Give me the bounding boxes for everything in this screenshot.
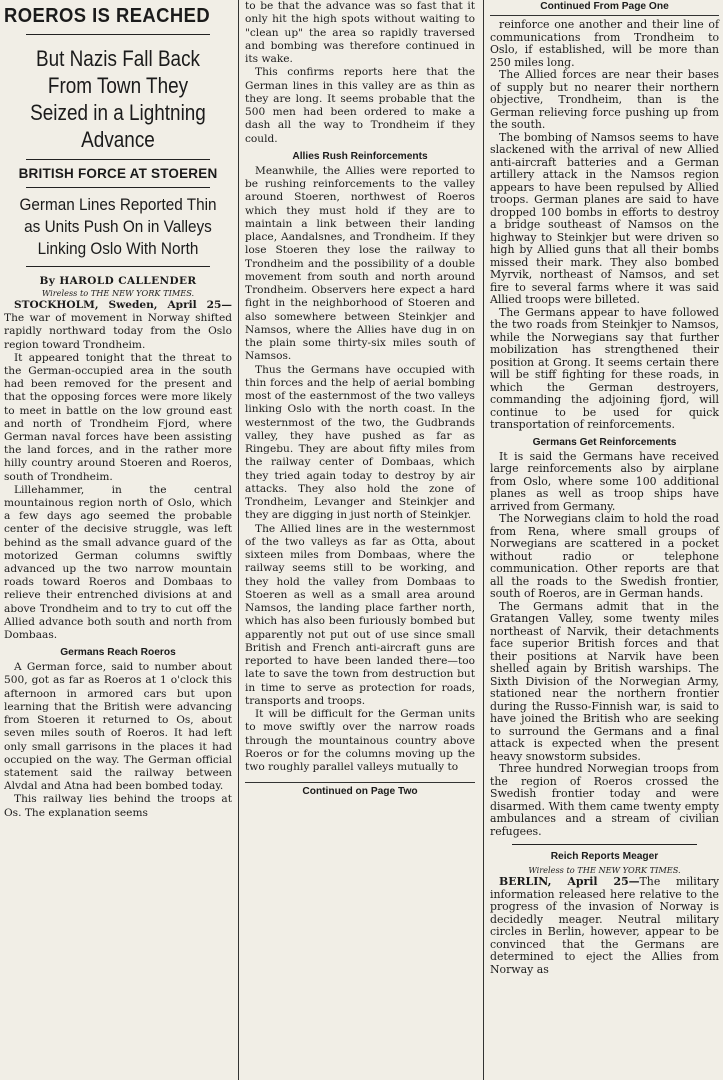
paragraph: reinforce one another and their line of communications from Trondheim to Oslo, if established, will be more than 250 miles long. [490, 18, 719, 69]
subhead: Allies Rush Reinforcements [292, 150, 428, 162]
paragraph: The Allied lines are in the westernmost of the two valleys as far as Otta, about sixteen miles from Dombaas, where the railway seems still to be working, and they hold the valley from Dombaas to Stoeren as well as a small area around Namsos, the landing place farther north, which has also been furiously bombed but apparently not put out of use since small British and French anti-aircraft guns are reported to have been landed there—too late to save the town from destruction but in time to serve as protection for roads, transports and troops. [245, 522, 475, 707]
paragraph: BERLIN, April 25—The military information released here relative to the progress of the invasion of Norway is decidedly meager. Neutral military circles in Berlin, however, appear to be convinced that the Germans are determined to eject the Allies from Norway as [490, 875, 719, 976]
divider [26, 159, 210, 160]
column-1 [0, 0, 238, 1080]
paragraph: It will be difficult for the German units to move swiftly over the narrow roads through the mountainous country above Roeros or for the columns moving up the two roughly parallel valleys mutually to [245, 708, 475, 773]
continued-on-link[interactable]: Continued on Page Two [245, 782, 475, 797]
paragraph: The Germans appear to have followed the two roads from Steinkjer to Namsos, while the Norwegians say that further mobilization has strengthened their position at Grong. It seems certain there will be stiff fighting for these roads, in which the German destroyers, commanding the adjoining fjord, will continue to be used for quick transportation of reinforcements. [490, 305, 719, 431]
divider [26, 34, 210, 35]
divider [26, 187, 210, 188]
subhead: Germans Get Reinforcements [532, 436, 677, 448]
section-headline: BRITISH FORCE AT STOEREN [18, 166, 218, 181]
paragraph: This confirms reports here that the German lines in this valley are as thin as they are long. It seems probable that the 500 men had been ordered to make a dash all the way to Trondheim if they could. [245, 66, 475, 145]
paragraph: Three hundred Norwegian troops from the region of Roeros crossed the Swedish frontier today and were disarmed. With them came twenty empty ambulances and a stream of civilian refugees. [490, 762, 719, 838]
paragraph: Meanwhile, the Allies were reported to be rushing reinforcements to the valley around Stoeren, northwest of Roeros which they must hold if they are to maintain a link between their landing place, Aandalsnes, and Trondheim. If they lose Stoeren they lose the railway to Trondheim and the possibility of a double movement from south and north around Trondheim. Observers here expect a hard fight in the neighborhood of Stoeren and also somewhere between Steinkjer and Namsos, where the Allies have dug in on the plain some thirty-six miles south of Namsos. [245, 164, 475, 363]
wireless-credit: Wireless to THE NEW YORK TIMES. [41, 288, 195, 298]
article-body-col2 [245, 0, 475, 774]
column-2 [238, 0, 481, 1080]
divider [26, 266, 210, 267]
byline: By HAROLD CALLENDER [39, 275, 197, 287]
paragraph: to be that the advance was so fast that it only hit the high spots without waiting to "clean up" the area so rapidly traversed and bombing was therefore continued in its wake. [245, 0, 475, 65]
subheadline: German Lines Reported Thin as Units Push On in Valleys Linking Oslo With North [19, 195, 217, 258]
article-body-col3 [490, 19, 719, 976]
dateline: BERLIN, April 25— [499, 875, 640, 888]
paragraph: This railway lies behind the troops at Os. The explanation seems [4, 793, 232, 819]
article-body-col1 [4, 299, 232, 820]
paragraph: The Germans admit that in the Gratangen Valley, some twenty miles northeast of Narvik, their detachments face superior British forces and that their positions at Narvik have been shelled again by British warships. The Sixth Division of the Norwegian Army, stationed near the northern frontier during the Russo-Finnish war, is said to have joined the British who are seeking to surround the Germans and a final attack is expected when the present heavy snowstorm subsides. [490, 599, 719, 763]
headline-deck: But Nazis Fall Back From Town They Seized in a Lightning Advance [30, 46, 206, 152]
paragraph: Thus the Germans have occupied with thin forces and the help of aerial bombing most of the easternmost of the two valleys linking Oslo with the north coast. In the westernmost of the two, the Gudbrands valley, they have pushed as far as Ringebu. They are about fifty miles from the railway center of Dombaas, which they tried again today to destroy by air attacks. They also hold the zone of Trondheim, Levanger and Steinkjer and they are digging in just north of Steinkjer. [245, 363, 475, 522]
paragraph: The Norwegians claim to hold the road from Rena, where small groups of Norwegians are scattered in a pocket without radio or telephone communication. Other reports are that all the roads to the Swedish frontier, south of Roeros, are in German hands. [490, 512, 719, 600]
subhead: Reich Reports Meager [550, 851, 659, 862]
paragraph: STOCKHOLM, Sweden, April 25—The war of movement in Norway shifted rapidly northward today from the Oslo region toward Trondheim. [4, 299, 232, 351]
paragraph: The Allied forces are near their bases of supply but no nearer their northern objective, Trondheim, than is the German relieving force pushing up from the south. [490, 68, 719, 131]
dateline: STOCKHOLM, Sweden, April 25— [14, 299, 232, 311]
divider [512, 844, 697, 845]
paragraph: Lillehammer, in the central mountainous region north of Oslo, which a few days ago seemed the probable center of the decisive struggle, was left behind as the small advance guard of the motorized German columns swiftly advanced up the two narrow mountain roads toward Roeros and Dombaas to relieve their entrenched divisions at and above Trondheim and to try to cut off the Allied advance both south and north from Dombaas. [4, 483, 232, 642]
main-headline: ROEROS IS REACHED [4, 5, 211, 27]
paragraph: It appeared tonight that the threat to the German-occupied area in the south had been removed for the present and that the opposing forces were more likely to meet in battle on the low ground east and north of Trondheim Fjord, where German naval forces have been assisting the land forces, and in the rather more hilly country around Stoeren and Roeros, south of Trondheim. [4, 351, 232, 483]
paragraph: The bombing of Namsos seems to have slackened with the arrival of new Allied anti-aircraft batteries and a German artillery attack in the Namsos region appears to have been repulsed by Allied troops. German planes are said to have dropped 100 bombs in efforts to destroy a bridge southeast of Namsos on the highway to Steinkjer but were driven so high by Allied guns that all their bombs missed their mark. They also bombed Myrvik, northeast of Namsos, and set fire to several farms where it was said Allied troops were billeted. [490, 130, 719, 306]
subhead: Germans Reach Roeros [60, 647, 176, 659]
wireless-credit: Wireless to THE NEW YORK TIMES. [528, 865, 681, 875]
column-3 [483, 0, 723, 1080]
continued-from-label: Continued From Page One [490, 1, 719, 16]
paragraph: It is said the Germans have received large reinforcements also by airplane from Oslo, where some 100 additional planes as well as troop ships have arrived from Germany. [490, 449, 719, 513]
paragraph: A German force, said to number about 500, got as far as Roeros at 1 o'clock this afternoon in armored cars but upon learning that the British were advancing from Stoeren it returned to Os, about seven miles south of Roeros. It had left only small garrisons in the places it had occupied on the way. The German official statement said the railway between Alvdal and Atna had been bombed today. [4, 661, 232, 793]
